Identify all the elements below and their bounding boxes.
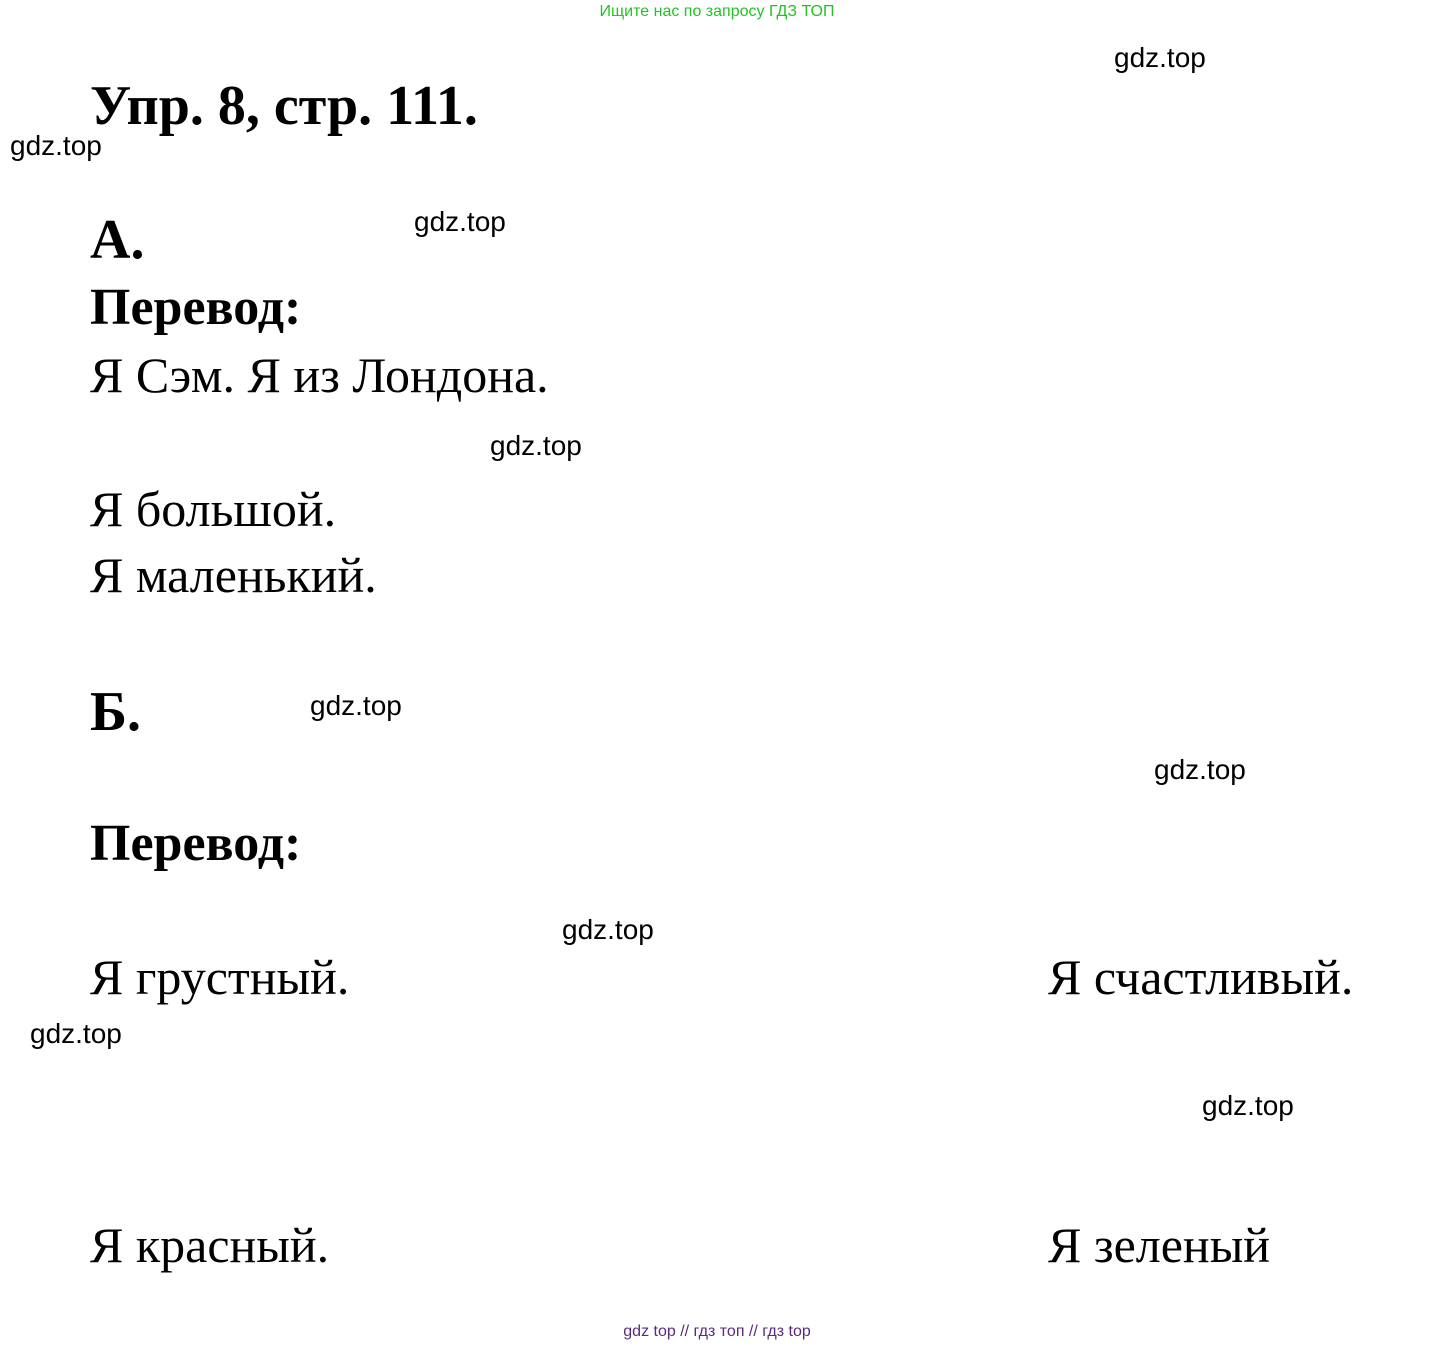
section-b-heading: Перевод: (90, 815, 302, 872)
watermark: gdz.top (1114, 42, 1206, 73)
page-title: Упр. 8, стр. 111. (90, 75, 478, 137)
watermark: gdz.top (1202, 1090, 1294, 1121)
watermark: gdz.top (310, 690, 402, 721)
section-b-right-line-2: Я зеленый (1048, 1217, 1271, 1273)
watermark: gdz.top (1154, 754, 1246, 785)
section-b-left-line-1: Я грустный. (90, 949, 350, 1005)
section-b-label: Б. (90, 681, 142, 743)
watermark: gdz.top (562, 914, 654, 945)
watermark: gdz.top (490, 430, 582, 461)
section-a-label: А. (90, 209, 145, 271)
section-a-line-2: Я большой. (90, 481, 337, 537)
section-a-line-3: Я маленький. (90, 547, 377, 603)
watermark: gdz.top (414, 206, 506, 237)
footer-links[interactable]: gdz top // гдз топ // гдз top (623, 1323, 811, 1340)
section-b-left-line-2: Я красный. (90, 1217, 330, 1273)
watermark: gdz.top (30, 1018, 122, 1049)
section-b-right-line-1: Я счастливый. (1048, 949, 1354, 1005)
top-banner-link[interactable]: Ищите нас по запросу ГДЗ ТОП (599, 3, 835, 20)
section-a-heading: Перевод: (90, 279, 302, 336)
watermark: gdz.top (10, 130, 102, 161)
section-a-line-1: Я Сэм. Я из Лондона. (90, 347, 549, 403)
